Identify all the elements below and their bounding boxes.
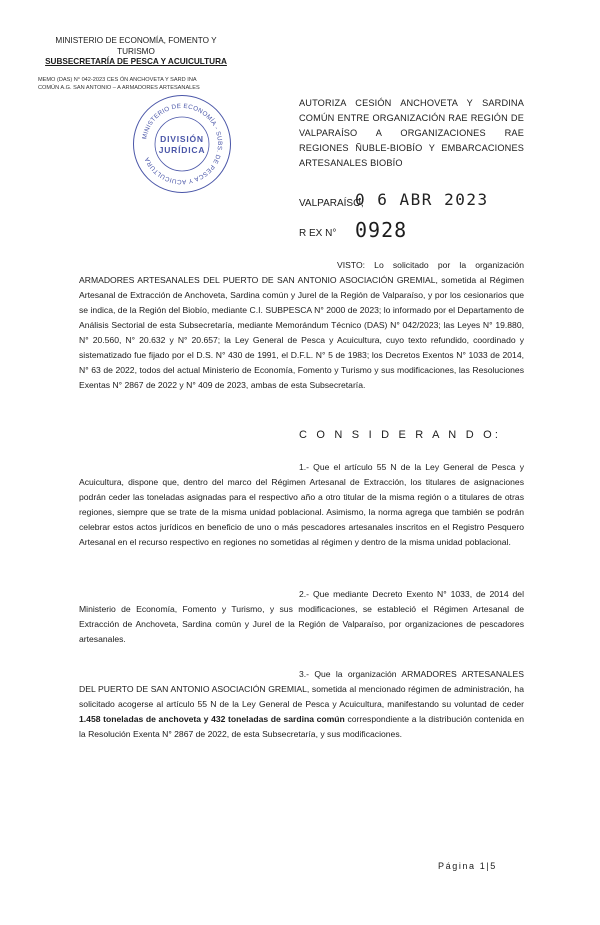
division-juridica-seal: [133, 95, 231, 193]
page-number: Página 1|5: [438, 861, 497, 871]
subsecretaria-name: SUBSECRETARÍA DE PESCA Y ACUICULTURA: [45, 57, 227, 66]
seal-ring-icon: [134, 96, 230, 192]
considerando-heading: C O N S I D E R A N D O:: [299, 429, 502, 441]
seal-line-1: DIVISIÓN: [160, 134, 204, 144]
resolution-number: 0928: [355, 218, 408, 242]
c3-text-a: 3.- Que la organización ARMADORES ARTESANALES DEL PUERTO DE SAN ANTONIO ASOCIACIÓN GREMIAL, sometida al mencionado régimen de administración, ha solicitado acogerse al artículo 55 N de la Ley General de Pesca y Acuicultura, manifestando su voluntad de ceder: [79, 669, 524, 709]
memo-line-2: COMÚN A.G. SAN ANTONIO – A ARMADORES ARTESANALES: [38, 84, 200, 91]
seal-ring-text: MINISTERIO DE ECONOMÍA - SUBS. DE PESCA Y ACUICULTURA: [141, 102, 224, 186]
date-stamp: 0 6 ABR 2023: [355, 190, 489, 209]
visto-paragraph: VISTO: Lo solicitado por la organización ARMADORES ARTESANALES DEL PUERTO DE SAN ANTONIO ASOCIACIÓN GREMIAL, sometida al Régimen Artesanal de Extracción de Anchoveta, Sardina común y Jurel de la Región de Valparaíso, y por los cesionarios que se indica, de la Región del Biobío, mediante C.I. SUBPESCA N° 2000 de 2023; lo informado por el Departamento de Análisis Sectorial de esta Subsecretaría, mediante Memorándum Técnico (DAS) N° 042/2023; las Leyes N° 19.880, N° 20.560, N° 20.632 y N° 20.657; la Ley General de Pesca y Acuicultura, cuyo texto refundido, coordinado y sistematizado fue fijado por el D.S. N° 430 de 1991, el D.F.L. N° 5 de 1983; los Decretos Exentos N° 1033 de 2014, N° 63 de 2022, todos del actual Ministerio de Economía, Fomento y Turismo y sus modificaciones, las Resoluciones Exentas N° 2867 de 2022 y N° 409 de 2023, ambas de esta Subsecretaría.: [79, 260, 524, 390]
ministry-name: MINISTERIO DE ECONOMÍA, FOMENTO Y TURISMO: [55, 36, 217, 56]
letterhead: [36, 36, 236, 68]
resolution-title: AUTORIZA CESIÓN ANCHOVETA Y SARDINA COMÚN ENTRE ORGANIZACIÓN RAE REGIÓN DE VALPARAÍSO A ORGANIZACIONES RAE REGIONES ÑUBLE-BIOBÍO Y EMBARCACIONES ARTESANALES BIOBÍO: [299, 98, 524, 168]
memo-reference: [38, 77, 258, 92]
memo-line-1: MEMO (DAS) N° 042-2023 CES ÓN ANCHOVETA Y SARD INA: [38, 77, 197, 83]
seal-line-2: JURÍDICA: [158, 145, 206, 155]
considerando-1: 1.- Que el artículo 55 N de la Ley General de Pesca y Acuicultura, dispone que, dentro del marco del Régimen Artesanal de Extracción, los titulares de asignaciones podrán ceder las toneladas asignadas para el respectivo año a otro titular de la misma región o a titulares de otras regiones, siempre que se trate de la misma unidad poblacional. Asimismo, la norma agrega que también se podrán celebrar estos actos jurídicos en beneficio de uno o más pescadores artesanales inscritos en el Registro Pesquero Artesanal en el recurso respectivo en regiones no sometidas al régimen y dentro de la misma unidad poblacional.: [79, 462, 524, 547]
c3-text-c: correspondiente a la distribución contenida en la Resolución Exenta N° 2867 de 2022, de esta Subsecretaría, y sus modificaciones.: [79, 714, 524, 739]
considerando-2: 2.- Que mediante Decreto Exento N° 1033, de 2014 del Ministerio de Economía, Fomento y Turismo, y sus modificaciones, se estableció el Régimen Artesanal de Extracción de Anchoveta, Sardina común y Jurel de la Región de Valparaíso, por organizaciones de pescadores artesanales.: [79, 589, 524, 644]
considerando-3: [79, 667, 524, 742]
rex-label: R EX N°: [299, 228, 337, 239]
c3-tonnage: 1.458 toneladas de anchoveta y 432 toneladas de sardina común: [79, 714, 345, 724]
place-label: VALPARAÍSO,: [299, 198, 364, 209]
